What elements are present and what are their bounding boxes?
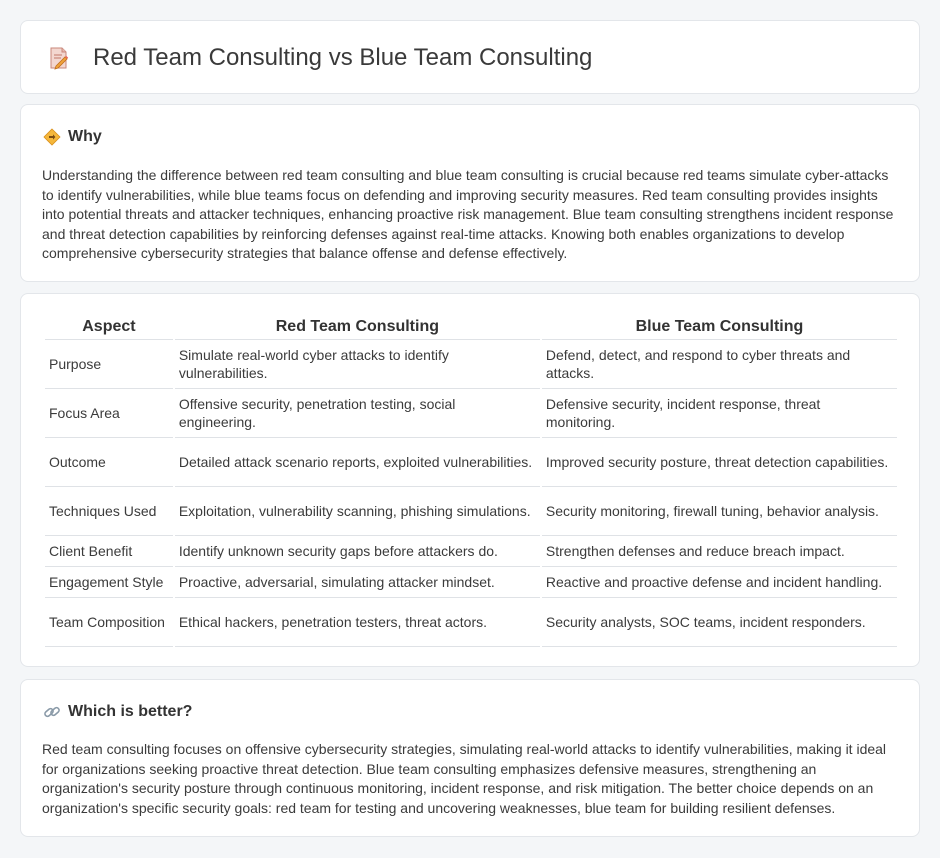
comparison-table bbox=[43, 315, 899, 647]
table-row bbox=[45, 389, 897, 438]
why-title: Why bbox=[68, 128, 102, 145]
cell-blue: Strengthen defenses and reduce breach impact. bbox=[542, 536, 897, 567]
cell-aspect: Focus Area bbox=[45, 389, 173, 438]
better-heading bbox=[43, 702, 192, 722]
table-row bbox=[45, 536, 897, 567]
cell-blue: Defend, detect, and respond to cyber threats and attacks. bbox=[542, 340, 897, 389]
better-text: Red team consulting focuses on offensive cybersecurity strategies, simulating real-world attacks to identify vulnerabilities, making it ideal for organizations seeking proactive threat detection. Blue team consulting emphasizes defensive measures, strengthening an organization's security posture through continuous monitoring, incident response, and risk mitigation. The better choice depends on an organization's specific security goals: red team for testing and uncovering weaknesses, blue team for building resilient defenses. bbox=[42, 741, 887, 816]
cell-blue: Security monitoring, firewall tuning, behavior analysis. bbox=[542, 487, 897, 536]
document-pencil-icon bbox=[47, 46, 71, 70]
cell-red: Offensive security, penetration testing, social engineering. bbox=[175, 389, 540, 438]
page-title: Red Team Consulting vs Blue Team Consulting bbox=[93, 44, 593, 71]
why-text: Understanding the difference between red team consulting and blue team consulting is crucial because red teams simulate cyber-attacks to identify vulnerabilities, while blue teams focus on defending and improving security measures. Red team consulting provides insights into potential threats and attacker techniques, enhancing proactive risk management. Blue team consulting strengthens incident response and threat detection capabilities by reinforcing defenses against real-time attacks. Knowing both enables organizations to develop comprehensive cybersecurity strategies that balance offense and defense effectively. bbox=[42, 167, 894, 262]
why-heading bbox=[43, 127, 102, 147]
header-aspect: Aspect bbox=[45, 315, 173, 340]
link-icon bbox=[43, 703, 61, 721]
diamond-directions-icon bbox=[43, 128, 61, 146]
cell-red: Identify unknown security gaps before attackers do. bbox=[175, 536, 540, 567]
header-blue-team: Blue Team Consulting bbox=[542, 315, 897, 340]
cell-red: Ethical hackers, penetration testers, threat actors. bbox=[175, 598, 540, 647]
table-row bbox=[45, 487, 897, 536]
cell-red: Exploitation, vulnerability scanning, phishing simulations. bbox=[175, 487, 540, 536]
comparison-card bbox=[20, 293, 920, 667]
table-row bbox=[45, 340, 897, 389]
cell-blue: Security analysts, SOC teams, incident responders. bbox=[542, 598, 897, 647]
why-card bbox=[20, 104, 920, 282]
cell-aspect: Engagement Style bbox=[45, 567, 173, 598]
header-card bbox=[20, 20, 920, 94]
cell-blue: Improved security posture, threat detection capabilities. bbox=[542, 438, 897, 487]
cell-aspect: Outcome bbox=[45, 438, 173, 487]
table-row bbox=[45, 567, 897, 598]
better-title: Which is better? bbox=[68, 703, 193, 720]
cell-red: Simulate real-world cyber attacks to identify vulnerabilities. bbox=[175, 340, 540, 389]
table-row bbox=[45, 438, 897, 487]
cell-aspect: Team Composition bbox=[45, 598, 173, 647]
cell-aspect: Client Benefit bbox=[45, 536, 173, 567]
cell-aspect: Techniques Used bbox=[45, 487, 173, 536]
header-red-team: Red Team Consulting bbox=[175, 315, 540, 340]
cell-blue: Defensive security, incident response, threat monitoring. bbox=[542, 389, 897, 438]
which-better-card bbox=[20, 679, 920, 837]
table-header-row bbox=[45, 315, 897, 340]
cell-aspect: Purpose bbox=[45, 340, 173, 389]
table-row bbox=[45, 598, 897, 647]
cell-blue: Reactive and proactive defense and incident handling. bbox=[542, 567, 897, 598]
cell-red: Proactive, adversarial, simulating attacker mindset. bbox=[175, 567, 540, 598]
cell-red: Detailed attack scenario reports, exploited vulnerabilities. bbox=[175, 438, 540, 487]
